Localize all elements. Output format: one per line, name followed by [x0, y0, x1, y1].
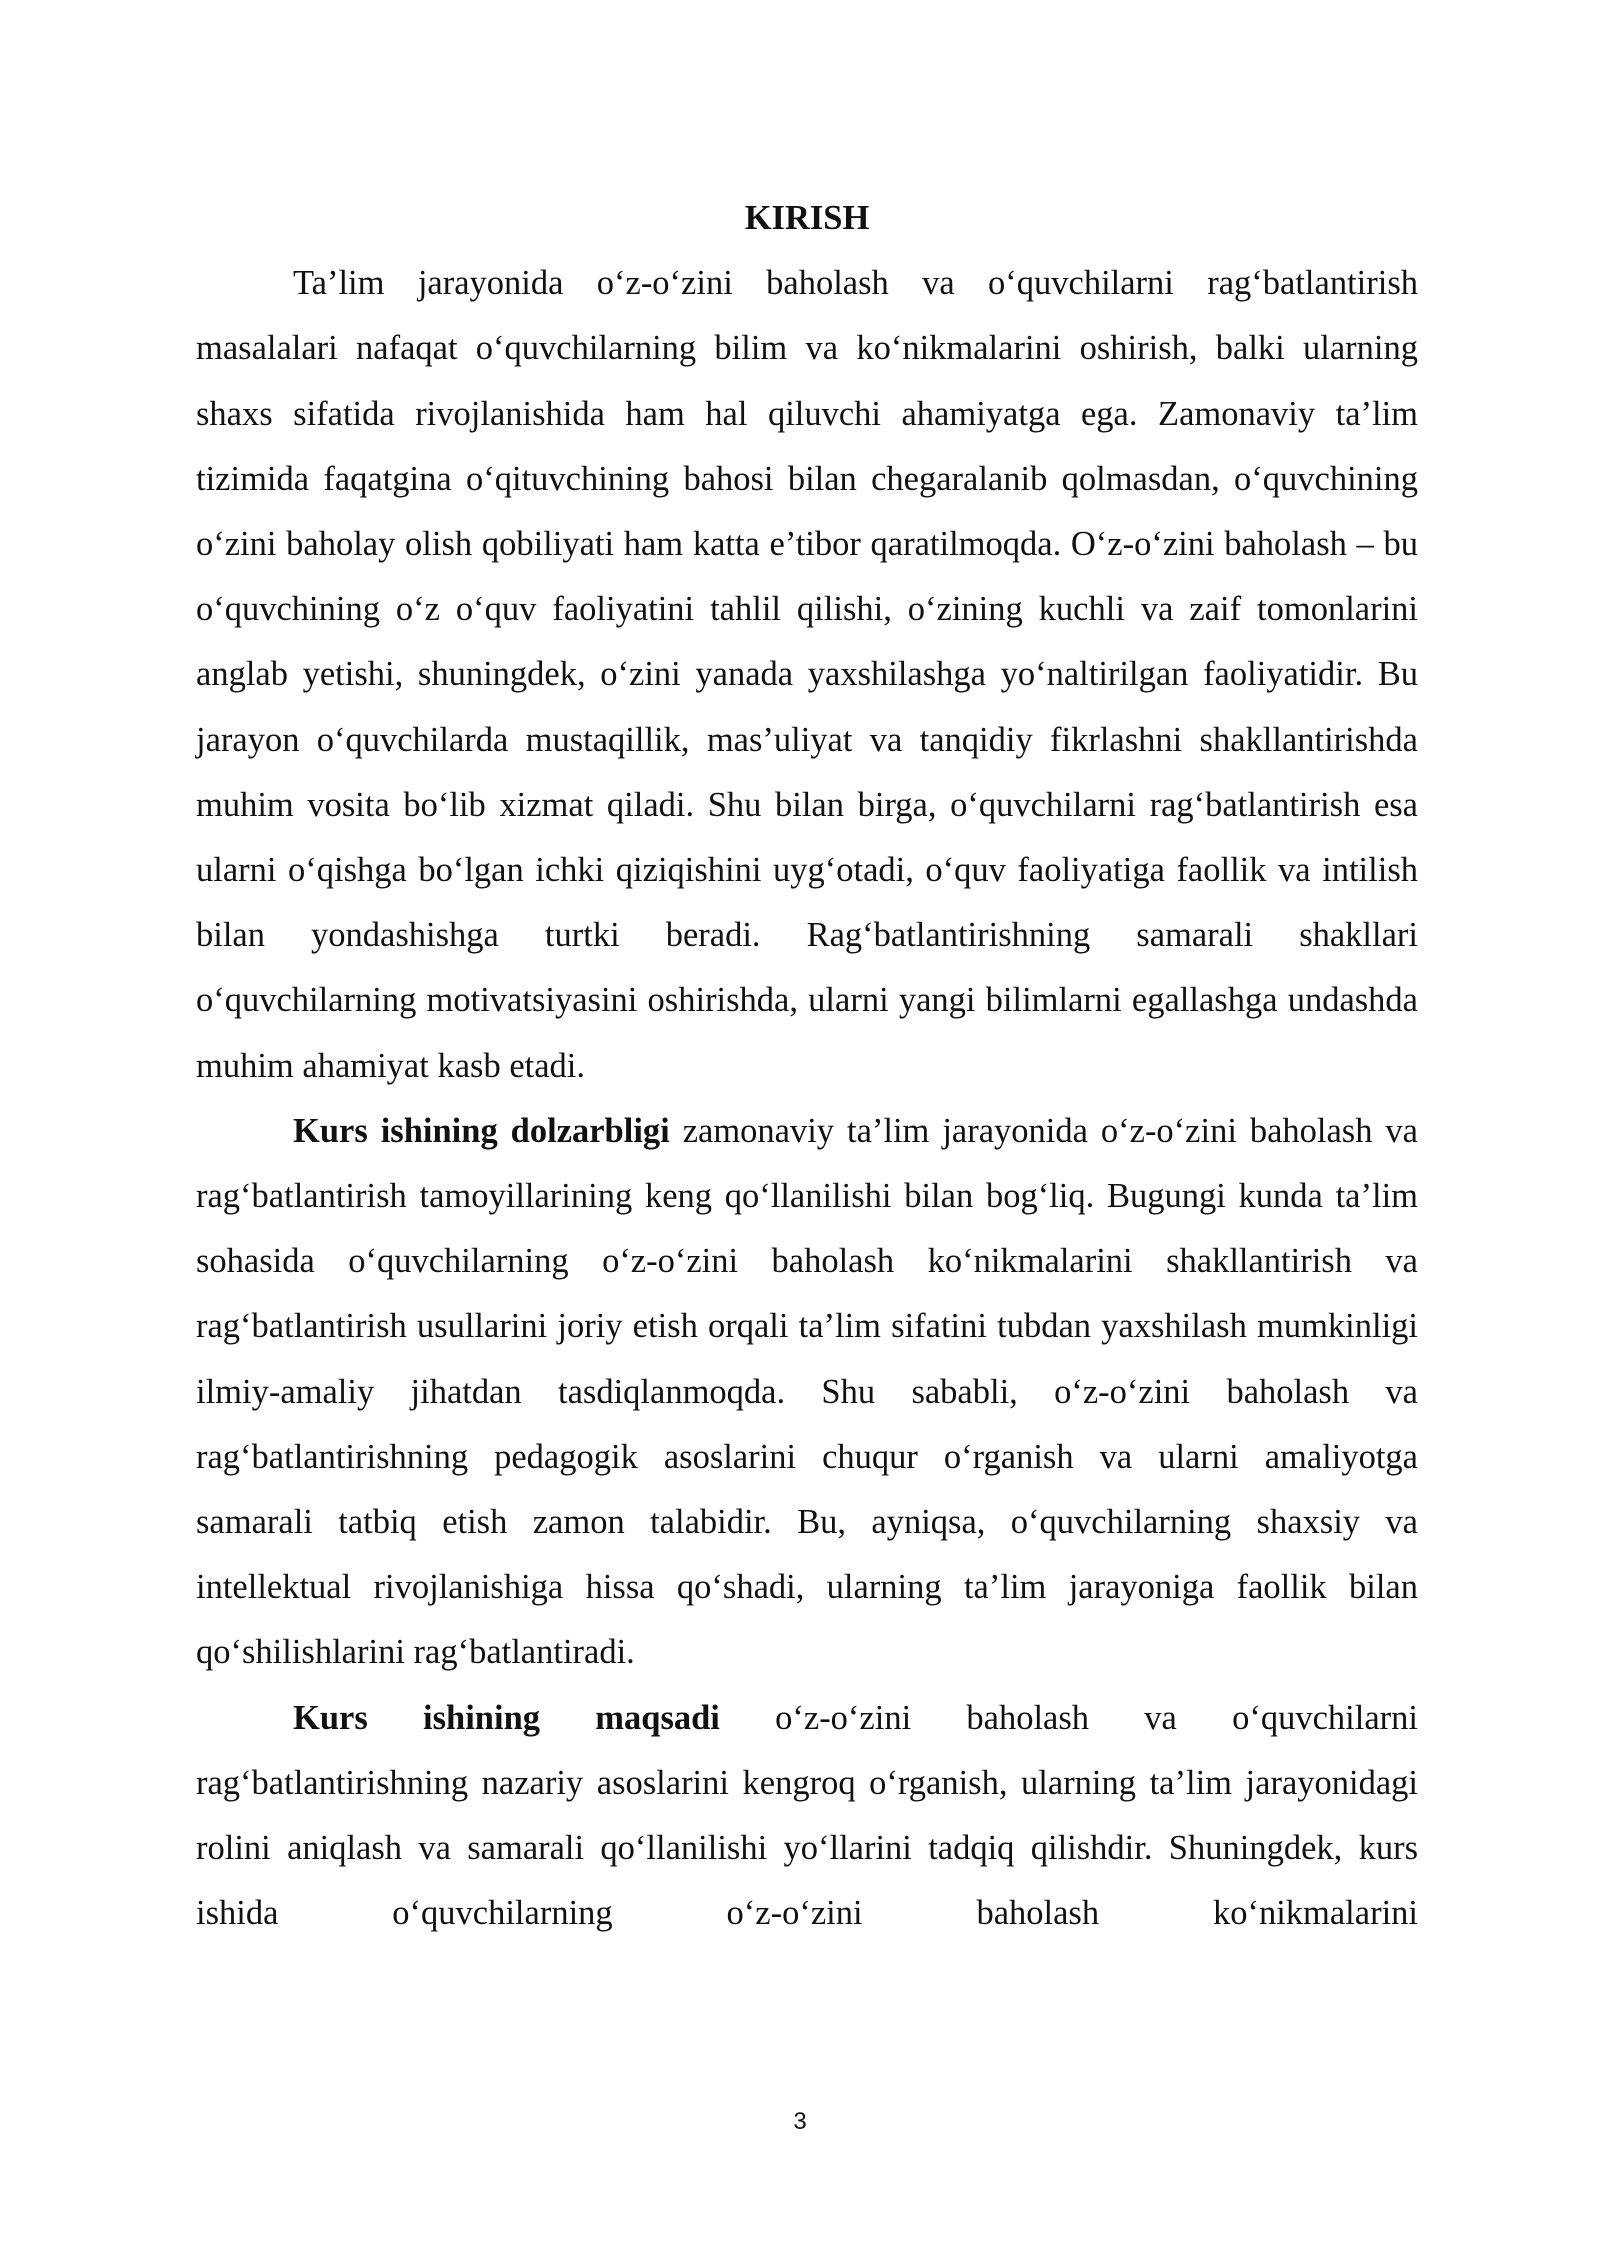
page-number: 3 — [793, 2108, 807, 2135]
paragraph-relevance — [196, 1099, 1418, 1686]
paragraph-goal — [196, 1686, 1418, 1947]
paragraph-bold-lead: Kurs ishining dolzarbligi — [293, 1111, 670, 1150]
paragraph-intro — [196, 251, 1418, 1099]
section-heading: KIRISH — [744, 199, 870, 237]
document-body — [196, 186, 1418, 1946]
paragraph-text: zamonaviy ta’lim jarayonida o‘z-o‘zini baholash va rag‘batlantirish tamoyillarining keng qo‘llanilishi bilan bog‘liq. Bugungi kunda ta’lim sohasida o‘quvchilarning o‘z-o‘zini baholash ko‘nikmalarini shakllantirish va rag‘batlantirish usullarini joriy etish orqali ta’lim sifatini tubdan yaxshilash mumkinligi ilmiy-amaliy jihatdan tasdiqlanmoqda. Shu sababli, o‘z-o‘zini baholash va rag‘batlantirishning pedagogik asoslarini chuqur o‘rganish va ularni amaliyotga samarali tatbiq etish zamon talabidir. Bu, ayniqsa, o‘quvchilarning shaxsiy va intellektual rivojlanishiga hissa qo‘shadi, ularning ta’lim jarayoniga faollik bilan qo‘shilishlarini rag‘batlantiradi. — [196, 1111, 1418, 1672]
paragraph-bold-lead: Kurs ishining maqsadi — [293, 1698, 720, 1737]
paragraph-text: Ta’lim jarayonida o‘z-o‘zini baholash va o‘quvchilarni rag‘batlantirish masalalari nafaqat o‘quvchilarning bilim va ko‘nikmalarini oshirish, balki ularning shaxs sifatida rivojlanishida ham hal qiluvchi ahamiyatga ega. Zamonaviy ta’lim tizimida faqatgina o‘qituvchining bahosi bilan chegaralanib qolmasdan, o‘quvchining o‘zini baholay olish qobiliyati ham katta e’tibor qaratilmoqda. O‘z-o‘zini baholash – bu o‘quvchining o‘z o‘quv faoliyatini tahlil qilishi, o‘zining kuchli va zaif tomonlarini anglab yetishi, shuningdek, o‘zini yanada yaxshilashga yo‘naltirilgan faoliyatidir. Bu jarayon o‘quvchilarda mustaqillik, mas’uliyat va tanqidiy fikrlashni shakllantirishda muhim vosita bo‘lib xizmat qiladi. Shu bilan birga, o‘quvchilarni rag‘batlantirish esa ularni o‘qishga bo‘lgan ichki qiziqishini uyg‘otadi, o‘quv faoliyatiga faollik va intilish bilan yondashishga turtki beradi. Rag‘batlantirishning samarali shakllari o‘quvchilarning motivatsiyasini oshirishda, ularni yangi bilimlarni egallashga undashda muhim ahamiyat kasb etadi. — [196, 264, 1418, 1085]
paragraph-text: o‘z-o‘zini baholash va o‘quvchilarni rag‘batlantirishning nazariy asoslarini kengroq o‘rganish, ularning ta’lim jarayonidagi rolini aniqlash va samarali qo‘llanilishi yo‘llarini tadqiq qilishdir. Shuningdek, kurs ishida o‘quvchilarning o‘z-o‘zini baholash ko‘nikmalarini — [196, 1698, 1418, 1933]
